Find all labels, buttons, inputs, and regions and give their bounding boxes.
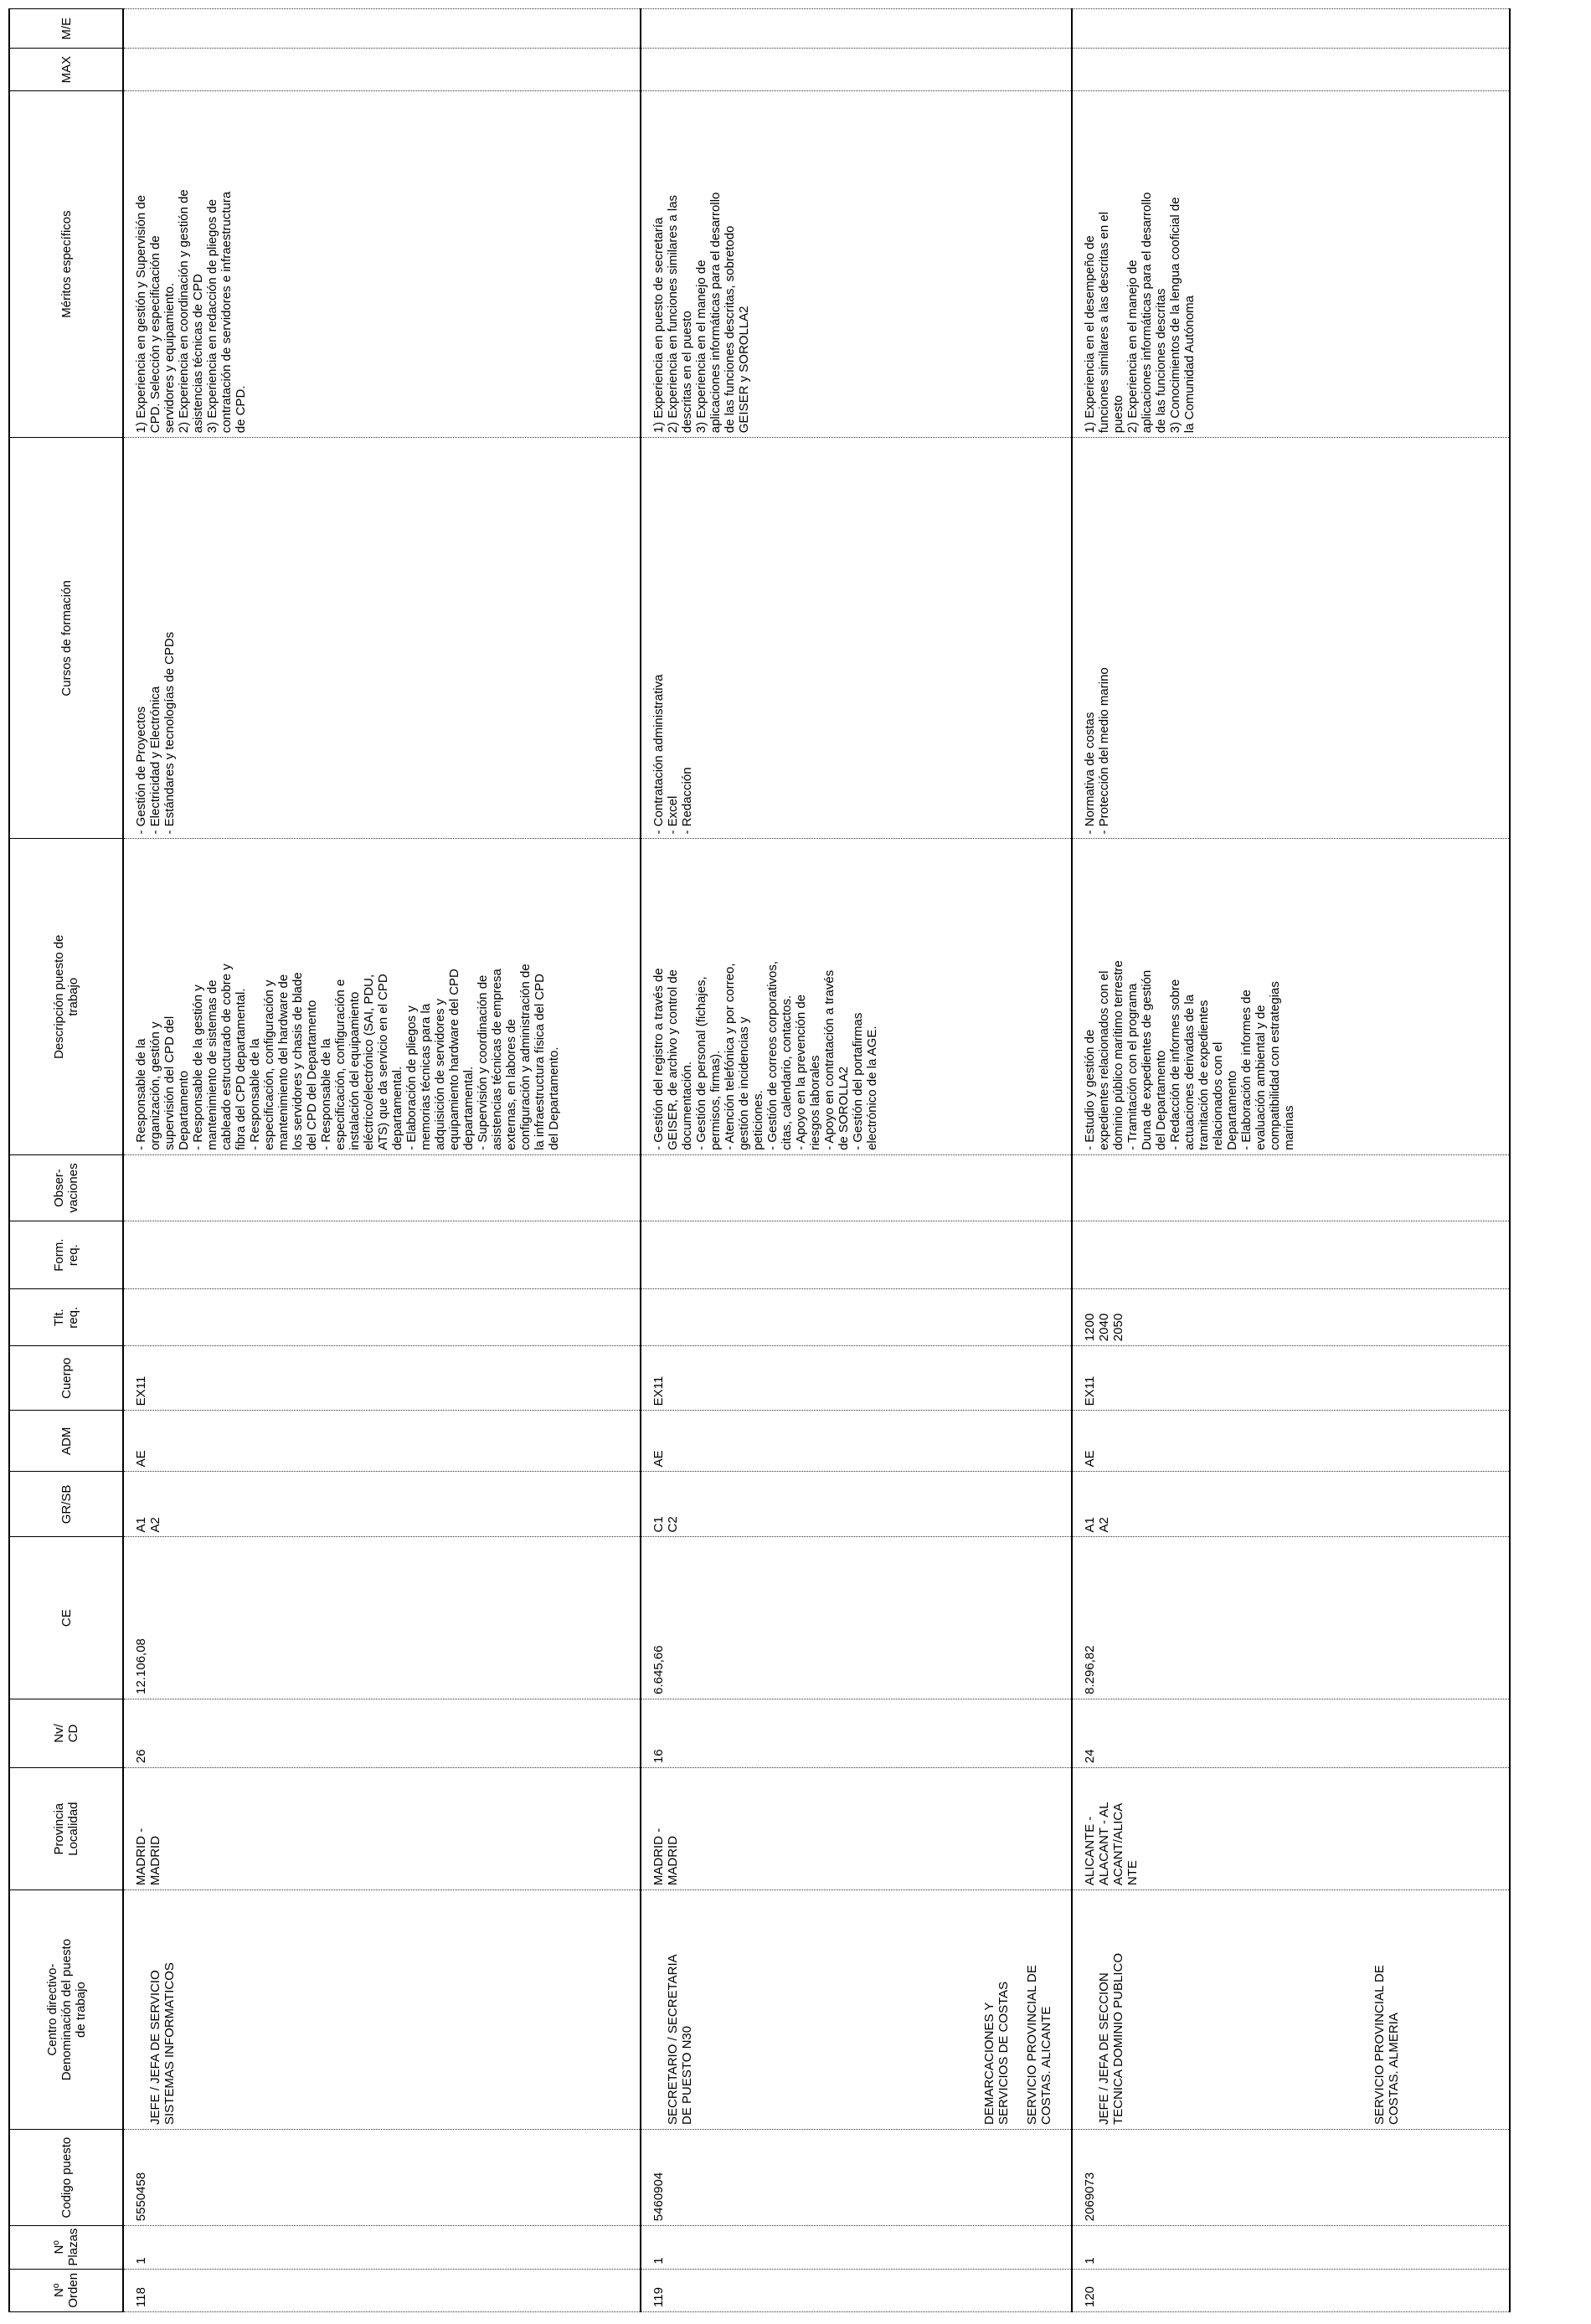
centro-denominacion: JEFE / JEFA DE SECCION TECNICA DOMINIO PUBLICO: [1097, 1952, 1125, 2126]
cell-me: [1072, 9, 1510, 49]
cell-nivel: 24: [1072, 1699, 1510, 1767]
cell-grupo: A1 A2: [1072, 1472, 1510, 1537]
cell-max: [123, 49, 641, 90]
cell-ce: 6.645,66: [641, 1537, 1072, 1699]
cell-observaciones: [123, 1154, 641, 1221]
header-ce: CE: [9, 1537, 123, 1699]
cell-cursos: - Normativa de costas - Protección del medio marino: [1072, 438, 1510, 839]
cell-cursos: - Gestión de Proyectos - Electricidad y Electrónica - Estándares y tecnologías de CPDs: [123, 438, 641, 839]
cell-nivel: 26: [123, 1699, 641, 1767]
header-formacion: Form. req.: [9, 1221, 123, 1289]
cell-orden: 119: [641, 2269, 1072, 2311]
header-plazas: Nº Plazas: [9, 2226, 123, 2269]
cell-observaciones: [1072, 1154, 1510, 1221]
cell-titulacion: [641, 1289, 1072, 1346]
header-orden: Nº Orden: [9, 2269, 123, 2311]
cell-codigo: 2069073: [1072, 2130, 1510, 2226]
table-row: [641, 9, 1072, 2312]
cell-centro: [641, 1890, 1072, 2130]
cell-cuerpo: EX11: [123, 1346, 641, 1411]
cell-plazas: 1: [641, 2226, 1072, 2269]
cell-meritos: 1) Experiencia en gestión y Supervisión de CPD. Selección y especificación de servidores y equipamiento. 2) Experiencia en coordinación y gestión de asistencias técnicas de CPD 3) Experiencia en redacción de pliegos de contratación de servidores e infraestructura de CPD.: [123, 90, 641, 437]
centro-denominacion: SECRETARIO / SECRETARIA DE PUESTO N30: [666, 1954, 694, 2126]
cell-adm: AE: [1072, 1411, 1510, 1472]
cell-provincia: MADRID - MADRID: [641, 1768, 1072, 1890]
header-me: M/E: [9, 9, 123, 49]
cell-titulacion: 1200 2040 2050: [1072, 1289, 1510, 1346]
cell-orden: 120: [1072, 2269, 1510, 2311]
header-adm: ADM: [9, 1411, 123, 1472]
header-observaciones: Obser- vaciones: [9, 1154, 123, 1221]
cell-max: [641, 49, 1072, 90]
cell-ce: 12.106,08: [123, 1537, 641, 1699]
job-positions-table: [8, 8, 1511, 2312]
cell-descripcion: - Gestión del registro a través de GEISER, de archivo y control de documentación. - Gestión de personal (fichajes, permisos, firmas). - Atención telefónica y por correo, gestión de incidencias y peticiones. - Gestión de correos corporativos, citas, calendario, contactos. - Apoyo en la prevención de riesgos laborales - Apoyo en contratación a través de SOROLLA2 - Gestión del portafirmas electrónico de la AGE.: [641, 839, 1072, 1154]
cell-adm: AE: [641, 1411, 1072, 1472]
cell-meritos: 1) Experiencia en puesto de secretaría 2) Experiencia en funciones similares a las descritas en el puesto 3) Experiencia en el manejo de aplicaciones informáticas para el desarrollo de las funciones descritas, sobretodo GEISER y SOROLLA2: [641, 90, 1072, 437]
cell-plazas: 1: [123, 2226, 641, 2269]
cell-me: [641, 9, 1072, 49]
cell-adm: AE: [123, 1411, 641, 1472]
cell-plazas: 1: [1072, 2226, 1510, 2269]
cell-grupo: A1 A2: [123, 1472, 641, 1537]
cell-centro: [1072, 1890, 1510, 2130]
cell-orden: 118: [123, 2269, 641, 2311]
cell-codigo: 5460904: [641, 2130, 1072, 2226]
header-cuerpo: Cuerpo: [9, 1346, 123, 1411]
cell-formacion: [641, 1221, 1072, 1289]
cell-me: [123, 9, 641, 49]
cell-provincia: MADRID - MADRID: [123, 1768, 641, 1890]
header-centro: Centro directivo- Denominación del puesto de trabajo: [9, 1890, 123, 2130]
cell-formacion: [123, 1221, 641, 1289]
cell-meritos: 1) Experiencia en el desempeño de funciones similares a las descritas en el puesto 2) Experiencia en el manejo de aplicaciones informáticas para el desarrollo de las funciones descritas 3) Conocimientos de la lengua cooficial de la Comunidad Autónoma: [1072, 90, 1510, 437]
cell-observaciones: [641, 1154, 1072, 1221]
cell-provincia: ALICANTE - ALACANT - AL ACANT/ALICA NTE: [1072, 1768, 1510, 1890]
cell-centro: [123, 1890, 641, 2130]
header-codigo: Codigo puesto: [9, 2130, 123, 2226]
header-nivel: Nv/ CD: [9, 1699, 123, 1767]
cell-ce: 8.296,82: [1072, 1537, 1510, 1699]
header-meritos: Méritos específicos: [9, 90, 123, 437]
header-titulacion: Tlt. req.: [9, 1289, 123, 1346]
header-provincia: Provincia Localidad: [9, 1768, 123, 1890]
cell-max: [1072, 49, 1510, 90]
header-cursos: Cursos de formación: [9, 438, 123, 839]
cell-cuerpo: EX11: [641, 1346, 1072, 1411]
cell-cursos: - Contratación administrativa - Excel - Redacción: [641, 438, 1072, 839]
table-row: [1072, 9, 1510, 2312]
cell-cuerpo: EX11: [1072, 1346, 1510, 1411]
centro-unidad: DEMARCACIONES Y SERVICIOS DE COSTAS SERVICIO PROVINCIAL DE COSTAS. ALICANTE: [982, 1965, 1053, 2126]
cell-nivel: 16: [641, 1699, 1072, 1767]
cell-descripcion: - Responsable de la organización, gestión y supervisión del CPD del Departamento - Responsable de la gestión y mantenimiento de sistemas de cableado estructurado de cobre y fibra del CPD departamental. - Responsable de la especificación, configuración y mantenimiento del hardware de los servidores y chasis de blade del CPD del Departamento - Responsable de la especificación, configuración e instalación del equipamiento eléctrico/electrónico (SAI, PDU, ATS) que da servicio en el CPD departamental. - Elaboración de pliegos y memorias técnicas para la adquisición de servidores y equipamiento hardware del CPD departamental. - Supervisión y coordinación de asistencias técnicas de empresa externas, en labores de configuración y administración de la infraestructura física del CPD del Departamento.: [123, 839, 641, 1154]
header-descripcion: Descripción puesto de trabajo: [9, 839, 123, 1154]
header-max: MAX: [9, 49, 123, 90]
cell-descripcion: - Estudio y gestión de expedientes relacionados con el dominio público marítimo terrestre - Tramitación con el programa Duna de expedientes de gestión del Departamento - Redacción de informes sobre actuaciones derivadas de la tramitación de expedientes relacionados con el Departamento - Elaboración de informes de evaluación ambiental y de compatibilidad con estrategias marinas: [1072, 839, 1510, 1154]
cell-grupo: C1 C2: [641, 1472, 1072, 1537]
cell-titulacion: [123, 1289, 641, 1346]
cell-codigo: 5550458: [123, 2130, 641, 2226]
header-row: [9, 9, 123, 2312]
table-row: [123, 9, 641, 2312]
centro-denominacion: JEFE / JEFA DE SERVICIO SISTEMAS INFORMATICOS: [148, 1962, 177, 2126]
cell-formacion: [1072, 1221, 1510, 1289]
centro-unidad: SERVICIO PROVINCIAL DE COSTAS. ALMERIA: [1372, 1965, 1401, 2126]
header-grupo: GR/SB: [9, 1472, 123, 1537]
